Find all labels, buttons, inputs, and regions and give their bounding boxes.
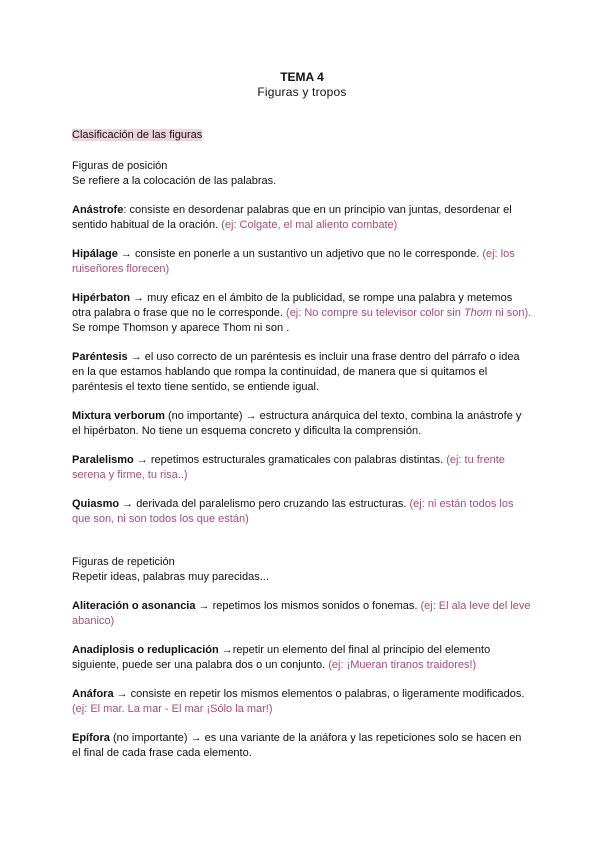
item-anafora: Anáfora → consiste en repetir los mismos elementos o palabras, o ligeramente modificados. (ej: El mar. La mar - El mar ¡Sólo la mar!) [72, 688, 525, 715]
item-hipalage: Hipálage → consiste en ponerle a un sustantivo un adjetivo que no le corresponde. (ej: los ruiseñores florecen) [72, 248, 515, 275]
doc-subtitle: Figuras y tropos [257, 85, 347, 99]
item-anadiplosis: Anadiplosis o reduplicación →repetir un elemento del final al principio del elemento siguiente, puede ser una palabra dos o un conjunto. (ej: ¡Mueran tiranos traidores!) [72, 644, 491, 671]
repetition-desc: Repetir ideas, palabras muy parecidas... [72, 571, 269, 583]
item-epifora: Epífora (no importante) → es una variante de la anáfora y las repeticiones solo se hacen en el final de cada frase cada elemento. [72, 732, 522, 759]
item-hiperbaton: Hipérbaton → muy eficaz en el ámbito de la publicidad, se rompe una palabra y metemos otra palabra o frase que no le corresponde. (ej: No compre su televisor color sin Thom ni son). Se rompe Thomson y aparece Thom ni son . [72, 292, 532, 334]
item-quiasmo: Quiasmo → derivada del paralelismo pero cruzando las estructuras. (ej: ni están todos los que son, ni son todos los que están) [72, 498, 514, 525]
repetition-heading: Figuras de repetición [72, 556, 175, 568]
section-heading: Clasificación de las figuras [72, 129, 203, 141]
position-heading: Figuras de posición [72, 160, 168, 172]
item-parentesis: Paréntesis → el uso correcto de un paréntesis es incluir una frase dentro del párrafo o idea en la que estamos hablando que rompa la continuidad, de manera que si quitamos el paréntesis el texto tiene sentido, se entiende igual. [72, 351, 520, 393]
item-aliteracion: Aliteración o asonancia → repetimos los mismos sonidos o fonemas. (ej: El ala leve del leve abanico) [72, 600, 531, 627]
position-desc: Se refiere a la colocación de las palabras. [72, 175, 277, 187]
doc-title: TEMA 4 [280, 70, 324, 84]
document-page [72, 70, 532, 761]
item-paralelismo: Paralelismo → repetimos estructurales gramaticales con palabras distintas. (ej: tu frente serena y firme, tu risa..) [72, 454, 505, 481]
item-anastrofe: Anástrofe: consiste en desordenar palabras que en un principio van juntas, desordenar el sentido habitual de la oración. (ej: Colgate, el mal aliento combate) [72, 204, 512, 231]
item-mixtura-verborum: Mixtura verborum (no importante) → estructura anárquica del texto, combina la anástrofe y el hipérbaton. No tiene un esquema concreto y dificulta la comprensión. [72, 410, 522, 437]
